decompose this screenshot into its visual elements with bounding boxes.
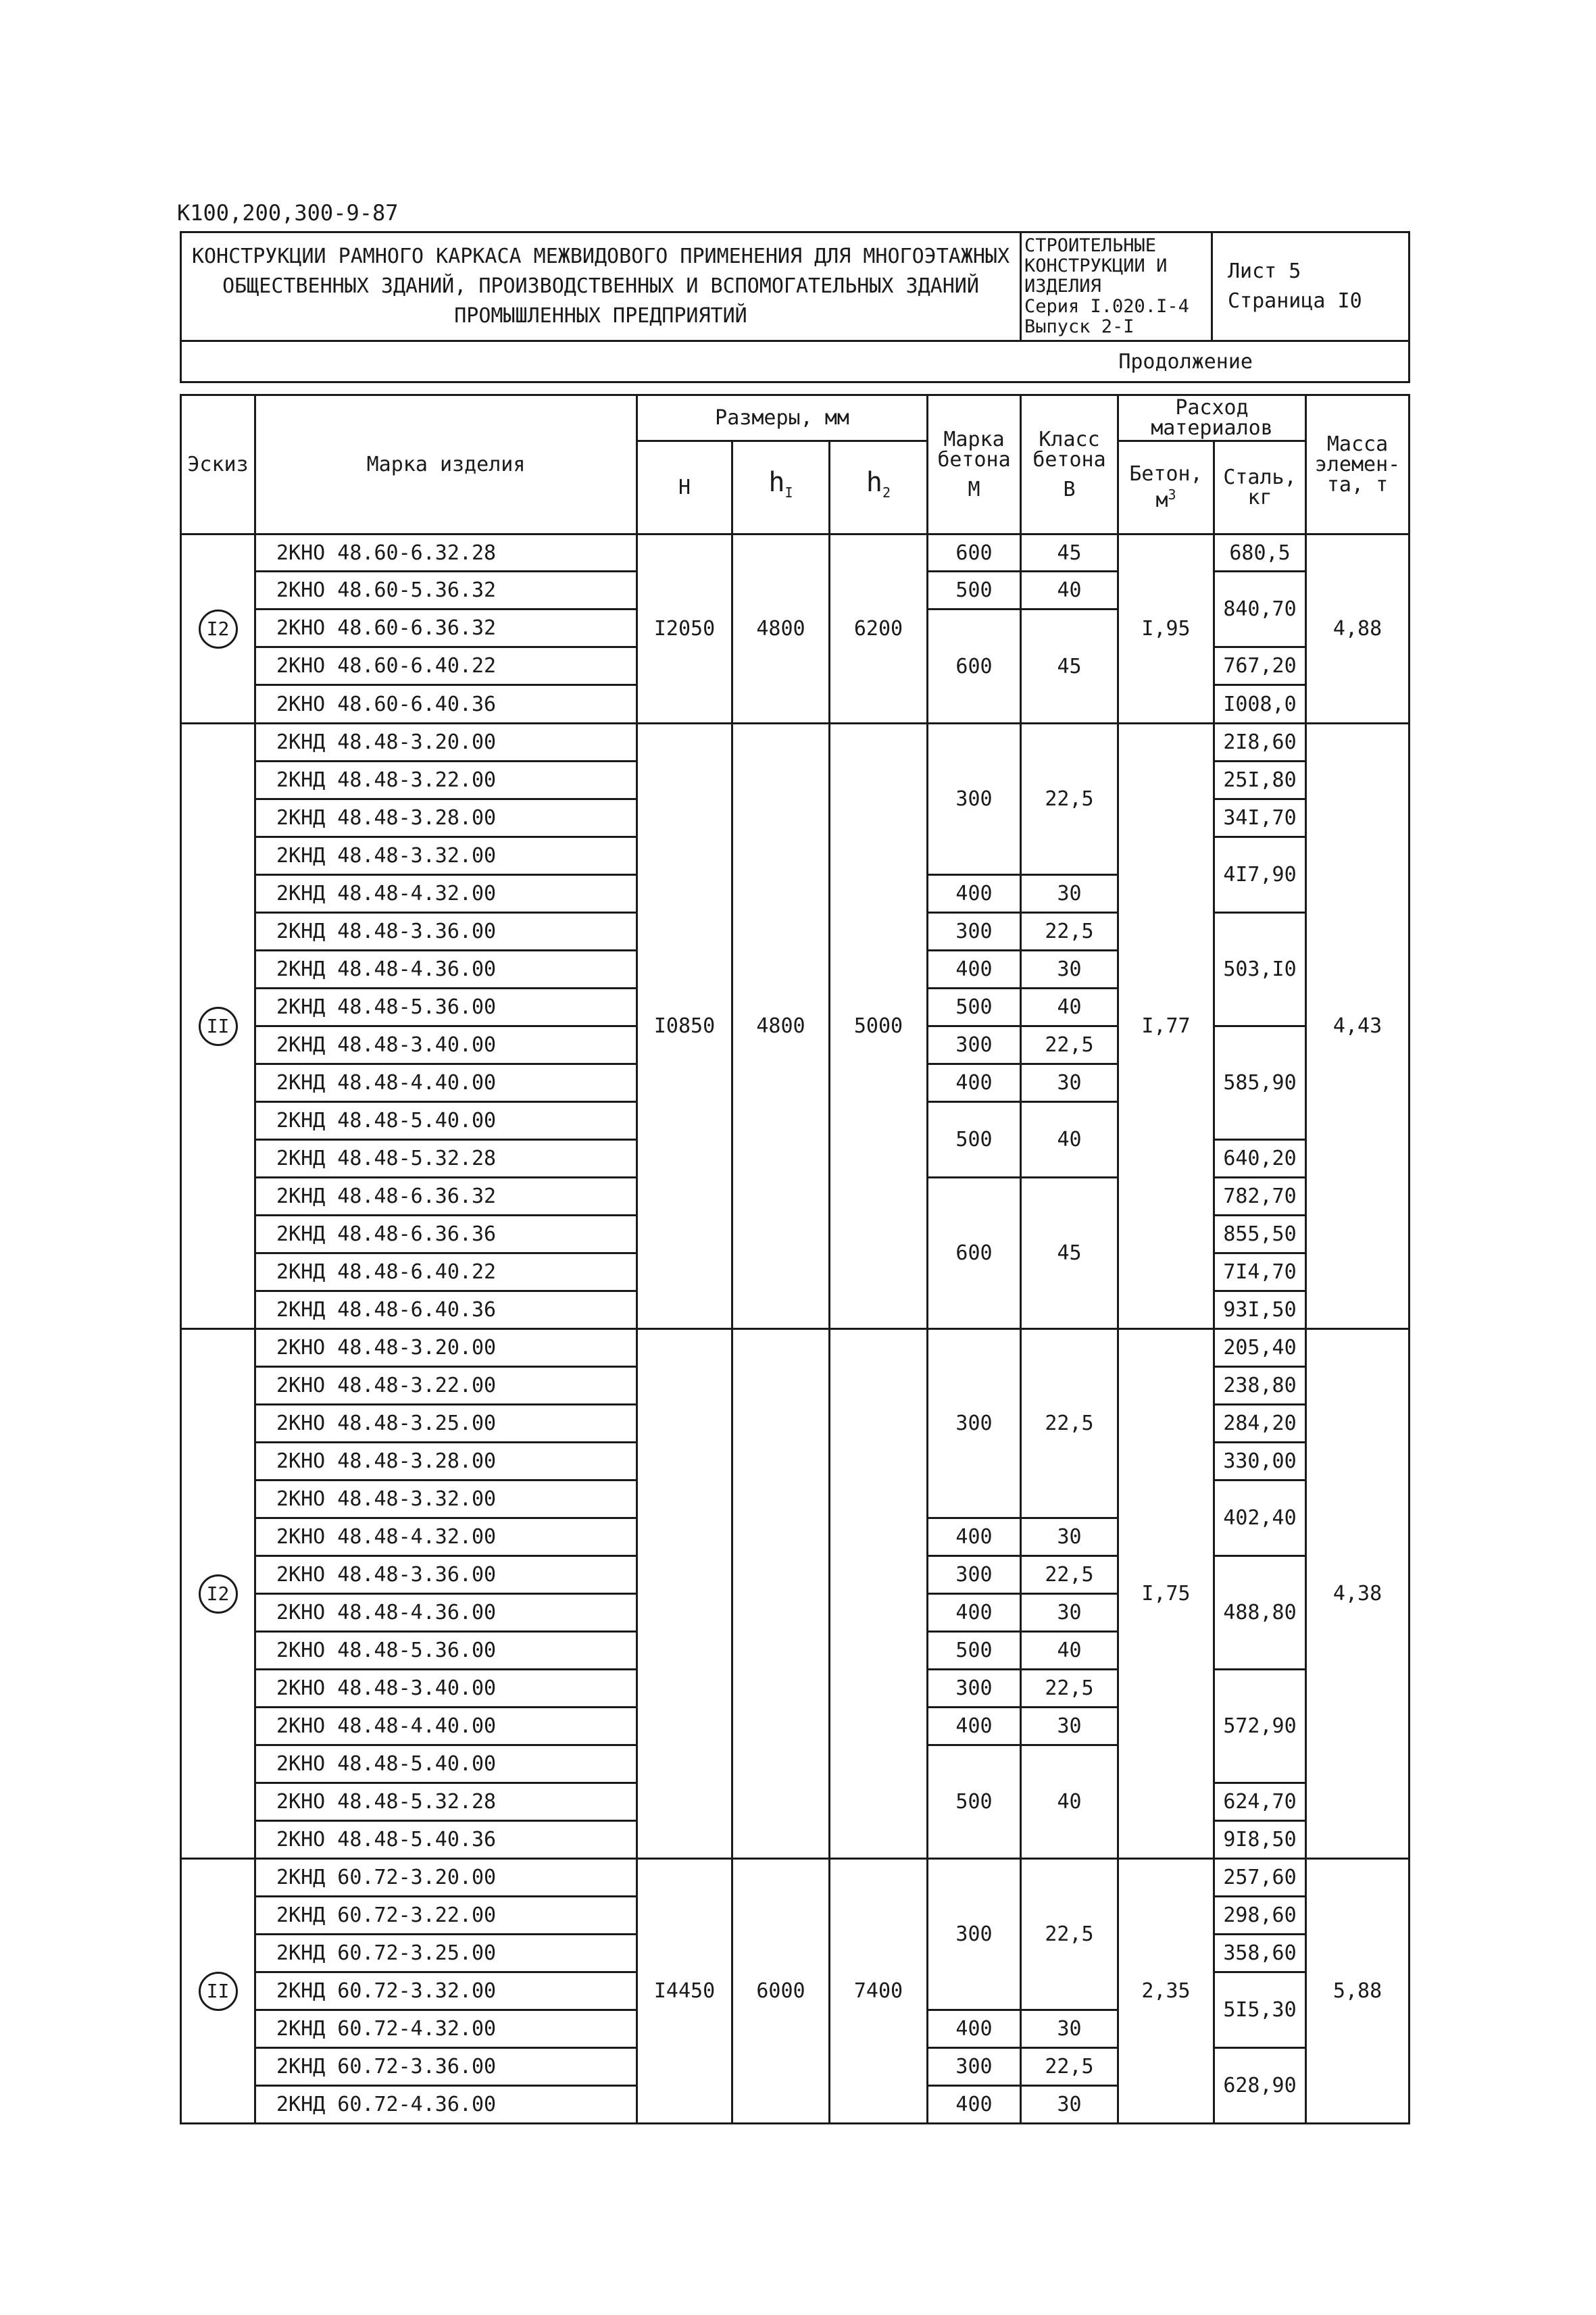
grade-cell: 300	[928, 724, 1021, 875]
mark-cell: 2КНД 48.48-3.40.00	[255, 1026, 637, 1064]
steel-cell: 7I4,70	[1214, 1253, 1306, 1291]
class-cell: 22,5	[1021, 913, 1118, 951]
h1-cell: 4800	[732, 534, 830, 724]
class-cell: 30	[1021, 2010, 1118, 2048]
series-line: СТРОИТЕЛЬНЫЕ	[1024, 235, 1157, 256]
h2-cell	[830, 1329, 928, 1859]
steel-cell: 205,40	[1214, 1329, 1306, 1367]
grade-cell: 500	[928, 1102, 1021, 1178]
mark-cell: 2КНД 60.72-4.32.00	[255, 2010, 637, 2048]
steel-cell: 855,50	[1214, 1216, 1306, 1253]
grade-cell: 600	[928, 534, 1021, 572]
mark-cell: 2КНД 60.72-3.36.00	[255, 2048, 637, 2086]
header-h1-letter: h	[768, 467, 785, 498]
mark-cell: 2КНД 48.48-6.40.22	[255, 1253, 637, 1291]
steel-cell: 298,60	[1214, 1897, 1306, 1935]
mark-cell: 2КНО 48.48-4.40.00	[255, 1708, 637, 1745]
grade-cell: 300	[928, 1556, 1021, 1594]
class-cell: 22,5	[1021, 1556, 1118, 1594]
concrete-cell: 2,35	[1118, 1859, 1214, 2124]
steel-cell: 330,00	[1214, 1443, 1306, 1480]
mark-cell: 2КНО 48.60-6.40.36	[255, 685, 637, 724]
header-h1-sub: I	[784, 484, 793, 501]
header-mark: Марка изделия	[255, 395, 637, 534]
steel-cell: 358,60	[1214, 1935, 1306, 1972]
steel-cell: 640,20	[1214, 1140, 1306, 1178]
header-sketch: Эскиз	[181, 395, 255, 534]
mark-cell: 2КНД 48.48-4.40.00	[255, 1064, 637, 1102]
sketch-cell	[181, 1859, 255, 2124]
header-class-symbol: В	[1063, 477, 1076, 501]
grade-cell: 400	[928, 1708, 1021, 1745]
h1-cell: 4800	[732, 724, 830, 1329]
page-number: Страница I0	[1228, 289, 1362, 313]
steel-cell: 624,70	[1214, 1783, 1306, 1821]
class-cell: 22,5	[1021, 1329, 1118, 1518]
steel-cell: 680,5	[1214, 534, 1306, 572]
class-cell: 45	[1021, 1178, 1118, 1329]
header-mass: Масса элемен-та, т	[1306, 395, 1410, 534]
grade-cell: 300	[928, 1329, 1021, 1518]
H-cell	[637, 1329, 732, 1859]
mark-cell: 2КНО 48.48-4.32.00	[255, 1518, 637, 1556]
mass-cell: 4,38	[1306, 1329, 1410, 1859]
mark-cell: 2КНД 48.48-6.36.36	[255, 1216, 637, 1253]
concrete-cell: I,77	[1118, 724, 1214, 1329]
concrete-cell: I,75	[1118, 1329, 1214, 1859]
mark-cell: 2КНО 48.48-3.25.00	[255, 1405, 637, 1443]
steel-cell: 2I8,60	[1214, 724, 1306, 762]
steel-cell: 238,80	[1214, 1367, 1306, 1405]
mark-cell: 2КНО 48.60-6.40.22	[255, 647, 637, 685]
grade-cell: 300	[928, 1670, 1021, 1708]
title-block	[180, 231, 1410, 383]
class-cell: 30	[1021, 1064, 1118, 1102]
class-cell: 40	[1021, 1745, 1118, 1859]
series-line: Серия I.020.I-4	[1024, 296, 1189, 317]
mark-cell: 2КНО 48.48-3.40.00	[255, 1670, 637, 1708]
mark-cell: 2КНО 48.48-5.36.00	[255, 1632, 637, 1670]
header-H: H	[637, 441, 732, 534]
mark-cell: 2КНО 48.48-3.22.00	[255, 1367, 637, 1405]
sketch-number: II	[199, 1972, 238, 2011]
sheet-info	[1212, 232, 1410, 341]
mark-cell: 2КНД 48.48-5.32.28	[255, 1140, 637, 1178]
grade-cell: 500	[928, 572, 1021, 609]
mark-cell: 2КНО 48.60-6.32.28	[255, 534, 637, 572]
grade-cell: 600	[928, 1178, 1021, 1329]
header-h2	[830, 441, 928, 534]
mark-cell: 2КНО 48.48-5.40.00	[255, 1745, 637, 1783]
class-cell: 22,5	[1021, 1670, 1118, 1708]
mark-cell: 2КНО 48.48-3.32.00	[255, 1480, 637, 1518]
grade-cell: 300	[928, 1859, 1021, 2010]
steel-cell: 4I7,90	[1214, 837, 1306, 913]
grade-cell: 400	[928, 1518, 1021, 1556]
header-class-label: Класс бетона	[1032, 427, 1106, 472]
mark-cell: 2КНД 60.72-3.22.00	[255, 1897, 637, 1935]
class-cell: 40	[1021, 1102, 1118, 1178]
sketch-number: I2	[199, 1574, 238, 1614]
header-consumption: Расход материалов	[1118, 395, 1306, 441]
H-cell: I2050	[637, 534, 732, 724]
series-line: ИЗДЕЛИЯ	[1024, 276, 1101, 297]
class-cell: 30	[1021, 1518, 1118, 1556]
mark-cell: 2КНД 48.48-4.32.00	[255, 875, 637, 913]
concrete-cell: I,95	[1118, 534, 1214, 724]
mark-cell: 2КНД 48.48-6.36.32	[255, 1178, 637, 1216]
header-h2-sub: 2	[882, 484, 891, 501]
steel-cell: 503,I0	[1214, 913, 1306, 1026]
header-concrete-label: Бетон, м	[1129, 462, 1203, 512]
grade-cell: 400	[928, 951, 1021, 989]
document-code: К100,200,300-9-87	[177, 200, 399, 226]
steel-cell: 402,40	[1214, 1480, 1306, 1556]
mark-cell: 2КНД 48.48-3.36.00	[255, 913, 637, 951]
product-table	[180, 394, 1410, 2124]
series-line: КОНСТРУКЦИИ И	[1024, 255, 1168, 276]
class-cell: 40	[1021, 989, 1118, 1026]
sketch-cell	[181, 724, 255, 1329]
grade-cell: 300	[928, 1026, 1021, 1064]
steel-cell: 93I,50	[1214, 1291, 1306, 1329]
grade-cell: 500	[928, 989, 1021, 1026]
mark-cell: 2КНД 48.48-3.32.00	[255, 837, 637, 875]
mark-cell: 2КНД 48.48-5.36.00	[255, 989, 637, 1026]
mark-cell: 2КНД 60.72-3.32.00	[255, 1972, 637, 2010]
grade-cell: 500	[928, 1745, 1021, 1859]
H-cell: I4450	[637, 1859, 732, 2124]
h2-cell: 6200	[830, 534, 928, 724]
steel-cell: 284,20	[1214, 1405, 1306, 1443]
mark-cell: 2КНД 48.48-3.28.00	[255, 799, 637, 837]
continuation-label: Продолжение	[181, 341, 1410, 382]
class-cell: 22,5	[1021, 1026, 1118, 1064]
grade-cell: 400	[928, 1064, 1021, 1102]
header-h2-letter: h	[866, 467, 883, 498]
series-line: Выпуск 2-I	[1024, 316, 1134, 337]
mark-cell: 2КНО 48.60-5.36.32	[255, 572, 637, 609]
h1-cell	[732, 1329, 830, 1859]
mark-cell: 2КНД 48.48-4.36.00	[255, 951, 637, 989]
mark-cell: 2КНО 48.48-5.32.28	[255, 1783, 637, 1821]
mark-cell: 2КНД 48.48-6.40.36	[255, 1291, 637, 1329]
class-cell: 40	[1021, 572, 1118, 609]
mass-cell: 4,88	[1306, 534, 1410, 724]
steel-cell: 9I8,50	[1214, 1821, 1306, 1859]
steel-cell: 585,90	[1214, 1026, 1306, 1140]
class-cell: 30	[1021, 875, 1118, 913]
grade-cell: 500	[928, 1632, 1021, 1670]
mark-cell: 2КНД 60.72-3.20.00	[255, 1859, 637, 1897]
mark-cell: 2КНО 48.48-5.40.36	[255, 1821, 637, 1859]
steel-cell: 34I,70	[1214, 799, 1306, 837]
header-steel: Сталь, кг	[1214, 441, 1306, 534]
class-cell: 22,5	[1021, 724, 1118, 875]
mark-cell: 2КНД 60.72-3.25.00	[255, 1935, 637, 1972]
header-concrete-sup: 3	[1168, 487, 1176, 503]
grade-cell: 400	[928, 2010, 1021, 2048]
series-info	[1021, 232, 1212, 341]
sketch-cell	[181, 534, 255, 724]
steel-cell: I008,0	[1214, 685, 1306, 724]
steel-cell: 572,90	[1214, 1670, 1306, 1783]
header-concrete	[1118, 441, 1214, 534]
mark-cell: 2КНД 48.48-3.22.00	[255, 762, 637, 799]
steel-cell: 782,70	[1214, 1178, 1306, 1216]
steel-cell: 5I5,30	[1214, 1972, 1306, 2048]
class-cell: 45	[1021, 534, 1118, 572]
header-grade	[928, 395, 1021, 534]
class-cell: 22,5	[1021, 2048, 1118, 2086]
steel-cell: 257,60	[1214, 1859, 1306, 1897]
class-cell: 45	[1021, 609, 1118, 724]
class-cell: 30	[1021, 1594, 1118, 1632]
mark-cell: 2КНД 48.48-3.20.00	[255, 724, 637, 762]
class-cell: 30	[1021, 1708, 1118, 1745]
class-cell: 40	[1021, 1632, 1118, 1670]
grade-cell: 400	[928, 2086, 1021, 2124]
mark-cell: 2КНО 48.48-3.36.00	[255, 1556, 637, 1594]
sheet-number: Лист 5	[1228, 259, 1301, 283]
class-cell: 30	[1021, 2086, 1118, 2124]
header-sizes: Размеры, мм	[637, 395, 928, 441]
mark-cell: 2КНО 48.60-6.36.32	[255, 609, 637, 647]
grade-cell: 400	[928, 1594, 1021, 1632]
grade-cell: 300	[928, 2048, 1021, 2086]
mass-cell: 4,43	[1306, 724, 1410, 1329]
mass-cell: 5,88	[1306, 1859, 1410, 2124]
class-cell: 22,5	[1021, 1859, 1118, 2010]
steel-cell: 628,90	[1214, 2048, 1306, 2124]
grade-cell: 400	[928, 875, 1021, 913]
sketch-cell	[181, 1329, 255, 1859]
class-cell: 30	[1021, 951, 1118, 989]
h1-cell: 6000	[732, 1859, 830, 2124]
steel-cell: 767,20	[1214, 647, 1306, 685]
mark-cell: 2КНО 48.48-3.28.00	[255, 1443, 637, 1480]
header-grade-label: Марка бетона	[937, 427, 1011, 472]
header-class	[1021, 395, 1118, 534]
mark-cell: 2КНО 48.48-4.36.00	[255, 1594, 637, 1632]
steel-cell: 25I,80	[1214, 762, 1306, 799]
H-cell: I0850	[637, 724, 732, 1329]
document-title: КОНСТРУКЦИИ РАМНОГО КАРКАСА МЕЖВИДОВОГО ПРИМЕНЕНИЯ ДЛЯ МНОГОЭТАЖНЫХ ОБЩЕСТВЕННЫХ ЗДАНИЙ, ПРОИЗВОДСТВЕННЫХ И ВСПОМОГАТЕЛЬНЫХ ЗДАНИЙ ПРОМЫШЛЕННЫХ ПРЕДПРИЯТИЙ	[181, 232, 1021, 341]
header-h1	[732, 441, 830, 534]
steel-cell: 840,70	[1214, 572, 1306, 647]
steel-cell: 488,80	[1214, 1556, 1306, 1670]
grade-cell: 300	[928, 913, 1021, 951]
mark-cell: 2КНД 48.48-5.40.00	[255, 1102, 637, 1140]
h2-cell: 7400	[830, 1859, 928, 2124]
sketch-number: I2	[199, 609, 238, 649]
sketch-number: II	[199, 1007, 238, 1046]
header-grade-symbol: М	[968, 477, 980, 501]
mark-cell: 2КНД 60.72-4.36.00	[255, 2086, 637, 2124]
mark-cell: 2КНО 48.48-3.20.00	[255, 1329, 637, 1367]
h2-cell: 5000	[830, 724, 928, 1329]
grade-cell: 600	[928, 609, 1021, 724]
